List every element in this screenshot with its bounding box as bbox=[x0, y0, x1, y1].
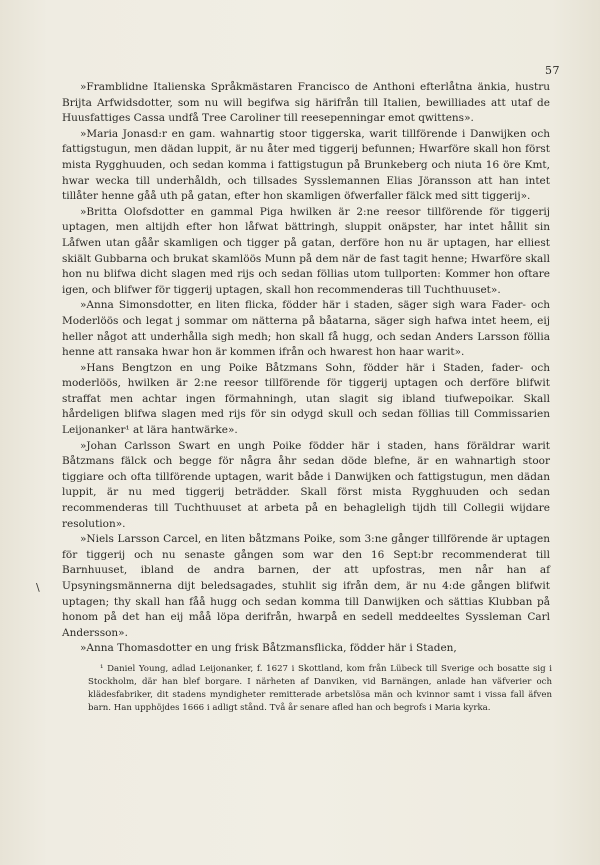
paragraph-anthoni-widow: »Framblidne Italienska Språkmästaren Francisco de Anthoni efterlåtna änkia, hustru Brijta Arfwidsdotter, som nu will begifwa sig härifrån till Italien, bewilliades att utaf de Huusfattiges Cassa undfå Tree Caroliner till reesepenningar emot qwittens». bbox=[62, 81, 550, 125]
page-number: 57 bbox=[545, 64, 560, 77]
paragraph-anna-thomasdotter: »Anna Thomasdotter en ung frisk Båtzmansflicka, födder här i Staden, bbox=[80, 642, 457, 655]
footnote-leijonanker: ¹ Daniel Young, adlad Leijonanker, f. 1627 i Skottland, kom från Lübeck till Sverige och bosatte sig i Stockholm, där han blef borgare. I närheten af Danviken, vid Barnängen, anlade han väfverier och klädesfabriker, dit stadens myndigheter remitterade arbetslösa män och kvinnor samt i vissa fall äfven barn. Han upphöjdes 1666 i adligt stånd. Två år senare afled han och begrofs i Maria kyrka. bbox=[88, 664, 552, 713]
margin-mark: \ bbox=[36, 581, 40, 594]
paragraph-britta-olofsdotter: »Britta Olofsdotter en gammal Piga hwilken är 2:ne reesor tillförende för tiggerij uptagen, men altijdh efter hon låfwat bättringh, sluppit onäpster, har intet hållit sin Låfwen utan gåår skamligen och tigger på gatan, derföre hon nu är uptagen, har elliest skiält Gubbarna och brukat skamlöös Munn på dem när de fast tagit henne; Hwarföre skall hon nu blifwa dicht slagen med rijs och sedan föllias utom tullporten: Kommer hon oftare igen, och blifwer för tiggerij uptagen, skall hon recommenderas till Tuchthuuset». bbox=[62, 205, 550, 296]
paragraph-niels-larsson-carcel: »Niels Larsson Carcel, en liten båtzmans Poike, som 3:ne gånger tillförende är uptagen för tiggerij och nu senaste gången som war den 16 Sept:br recommenderat till Barnhuuset, ibland de andra barnen, der att upfostras, men når han af Upsyningsmännerna dijt beledsagades, stuhlit sig ifrån dem, är nu 4:de gången blifwit uptagen; thy skall han fåå hugg och sedan komma till Danwijken och sättias Klubban på honom på det han eij måå löpa derifrån, hwarpå en sedell meddeeltes Syssleman Carl Andersson». bbox=[62, 533, 550, 639]
paragraph-maria-jonasdotter: »Maria Jonasd:r en gam. wahnartig stoor tiggerska, warit tillförende i Danwijken och fattigstugun, men dädan luppit, är nu åter med tiggerij befunnen; Hwarföre skall hon först mista Rygghuuden, och sedan komma i fattigstugun på Brunkeberg och niuta 16 öre Kmt, hwar wecka till underhåldh, och tillsades Sysslemannen Elias Jöransson att han intet tillåter henne gåå uth på gatan, efter hon skamligen öfwerfaller fälck med sitt tiggerij». bbox=[62, 127, 550, 203]
paragraph-hans-bengtzon: »Hans Bengtzon en ung Poike Båtzmans Sohn, födder här i Staden, fader- och moderlöös, hwilken är 2:ne reesor tillförende för tiggerij uptagen och derföre blifwit straffat men achtar ingen förmahningh, utan slagit sig ibland tiufwepoikar. Skall hårdeligen blifwa slagen med rijs för sin odygd skull och sedan föllias till Commissarien Leijonanker¹ at lära hantwärke». bbox=[62, 361, 550, 437]
footnotes bbox=[88, 663, 552, 715]
paragraph-johan-carlsson-swart: »Johan Carlsson Swart en ungh Poike födder här i staden, hans föräldrar warit Båtzmans fälck och begge för några åhr sedan döde blefne, är en wahnartigh stoor tiggiare och ofta tillförende uptagen, warit både i Danwijken och fattigstugun, men dädan luppit, är nu med tiggerij beträdder. Skall först mista Rygghuuden och sedan recommenderas till Tuchthuuset at arbeta på en behagleligh tijdh till Collegii wijdare resolution». bbox=[62, 439, 550, 530]
body-text bbox=[62, 80, 550, 657]
paragraph-anna-simonsdotter: »Anna Simonsdotter, en liten flicka, födder här i staden, säger sigh wara Fader- och Moderlöös och legat j sommar om nätterna på båatarna, säger sigh hafwa intet heem, eij heller något att underhålla sigh medh; hon skall få hugg, och sedan Anders Larsson föllia henne att ransaka hwar hon är kommen ifrån och hwarest hon haar warit». bbox=[62, 299, 550, 359]
